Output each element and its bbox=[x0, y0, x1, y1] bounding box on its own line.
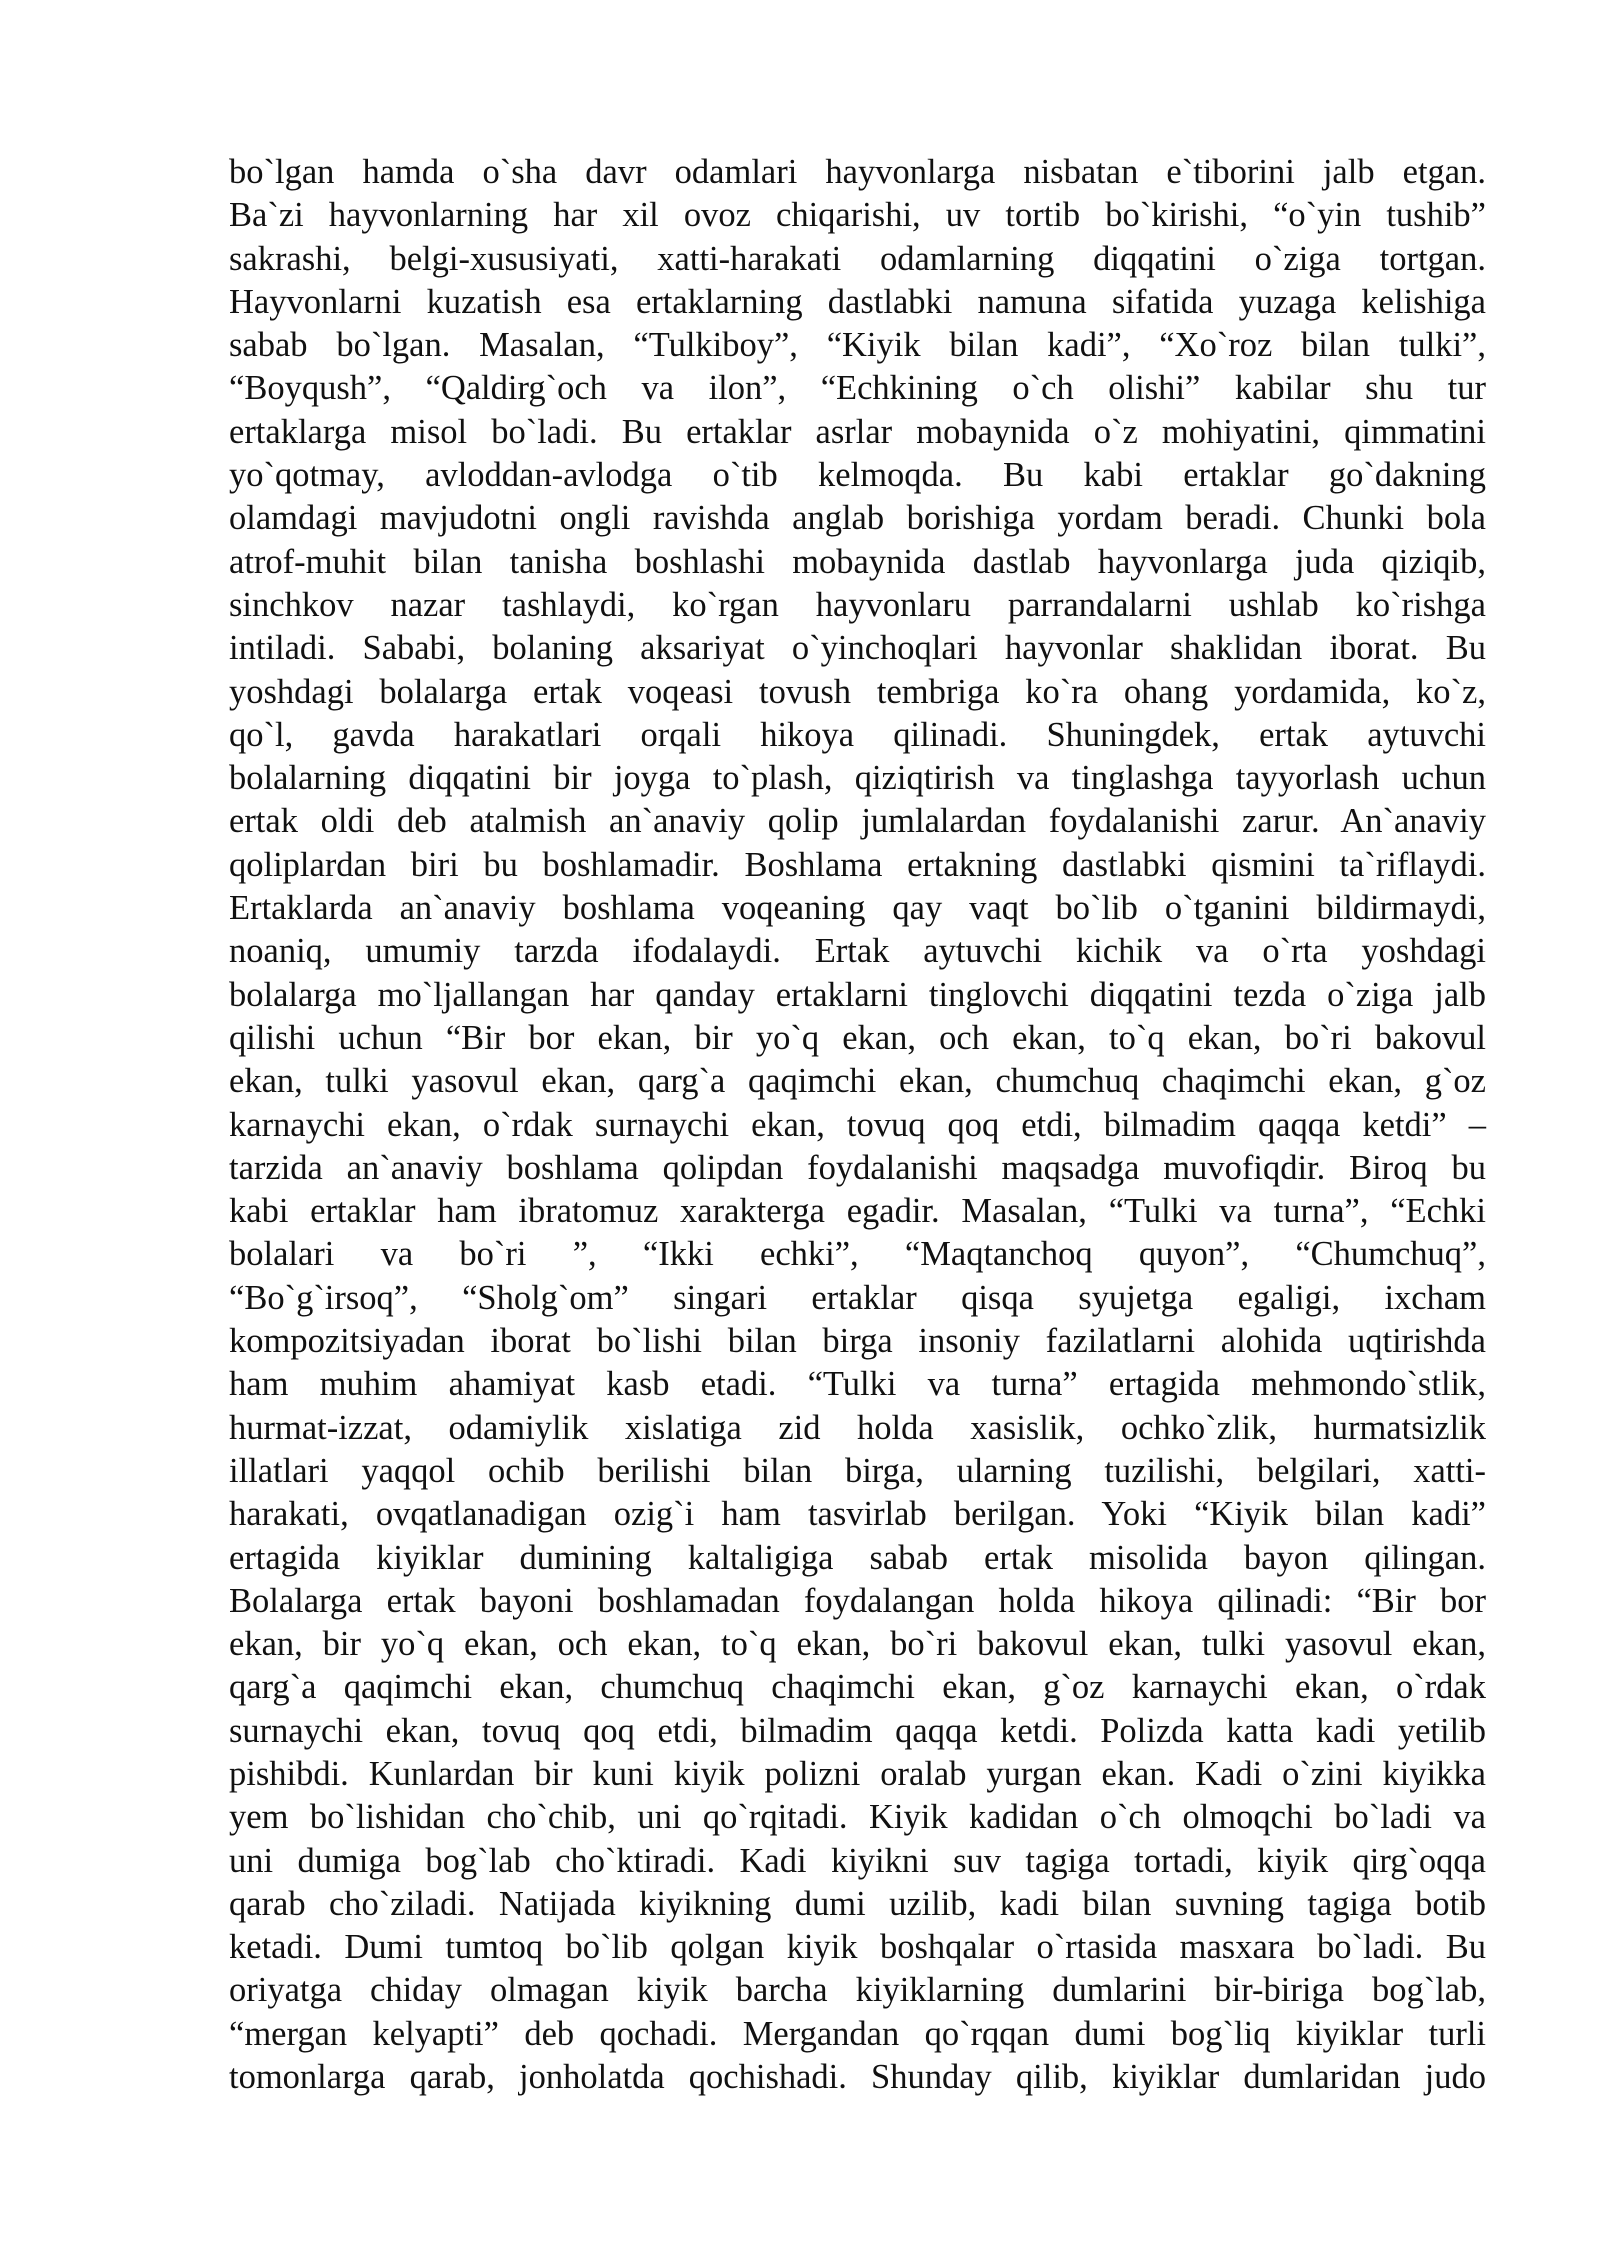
text-line: illatlari yaqqol ochib berilishi bilan birga, ularning tuzilishi, belgilari, xatti- bbox=[229, 1451, 1486, 1490]
text-line: noaniq, umumiy tarzda ifodalaydi. Ertak aytuvchi kichik va o`rta yoshdagi bbox=[229, 932, 1486, 971]
text-line: ekan, bir yo`q ekan, och ekan, to`q ekan, bo`ri bakovul ekan, tulki yasovul ekan, bbox=[229, 1625, 1486, 1664]
text-line: ekan, tulki yasovul ekan, qarg`a qaqimchi ekan, chumchuq chaqimchi ekan, g`oz bbox=[229, 1062, 1486, 1101]
text-line: “Bo`g`irsoq”, “Sholg`om” singari ertaklar qisqa syujetga egaligi, ixcham bbox=[229, 1278, 1486, 1317]
text-line: uni dumiga bog`lab cho`ktiradi. Kadi kiyikni suv tagiga tortadi, kiyik qirg`oqqa bbox=[229, 1841, 1486, 1880]
text-line: qilishi uchun “Bir bor ekan, bir yo`q ekan, och ekan, to`q ekan, bo`ri bakovul bbox=[229, 1018, 1486, 1057]
text-line: yo`qotmay, avloddan-avlodga o`tib kelmoqda. Bu kabi ertaklar go`dakning bbox=[229, 456, 1486, 495]
text-line: harakati, ovqatlanadigan ozig`i ham tasvirlab berilgan. Yoki “Kiyik bilan kadi” bbox=[229, 1495, 1486, 1534]
text-line: karnaychi ekan, o`rdak surnaychi ekan, tovuq qoq etdi, bilmadim qaqqa ketdi” – bbox=[229, 1105, 1486, 1144]
text-line: ham muhim ahamiyat kasb etadi. “Tulki va turna” ertagida mehmondo`stlik, bbox=[229, 1365, 1486, 1404]
text-line: yoshdagi bolalarga ertak voqeasi tovush tembriga ko`ra ohang yordamida, ko`z, bbox=[229, 672, 1486, 711]
text-line: Hayvonlarni kuzatish esa ertaklarning dastlabki namuna sifatida yuzaga kelishiga bbox=[229, 282, 1486, 321]
text-line: olamdagi mavjudotni ongli ravishda anglab borishiga yordam beradi. Chunki bola bbox=[229, 499, 1486, 538]
text-line: ertagida kiyiklar dumining kaltaligiga sabab ertak misolida bayon qilingan. bbox=[229, 1538, 1486, 1577]
text-line: tarzida an`anaviy boshlama qolipdan foydalanishi maqsadga muvofiqdir. Biroq bu bbox=[229, 1148, 1486, 1187]
text-line: ketadi. Dumi tumtoq bo`lib qolgan kiyik boshqalar o`rtasida masxara bo`ladi. Bu bbox=[229, 1928, 1486, 1967]
text-line: hurmat-izzat, odamiylik xislatiga zid holda xasislik, ochko`zlik, hurmatsizlik bbox=[229, 1408, 1486, 1447]
text-line: kompozitsiyadan iborat bo`lishi bilan birga insoniy fazilatlarni alohida uqtirishda bbox=[229, 1322, 1486, 1361]
text-line: atrof-muhit bilan tanisha boshlashi mobaynida dastlab hayvonlarga juda qiziqib, bbox=[229, 542, 1486, 581]
text-line: bolalarning diqqatini bir joyga to`plash, qiziqtirish va tinglashga tayyorlash uchun bbox=[229, 759, 1486, 798]
text-line: intiladi. Sababi, bolaning aksariyat o`yinchoqlari hayvonlar shaklidan iborat. Bu bbox=[229, 629, 1486, 668]
text-line: qarg`a qaqimchi ekan, chumchuq chaqimchi ekan, g`oz karnaychi ekan, o`rdak bbox=[229, 1668, 1486, 1707]
text-line: oriyatga chiday olmagan kiyik barcha kiyiklarning dumlarini bir-biriga bog`lab, bbox=[229, 1971, 1486, 2010]
text-line: kabi ertaklar ham ibratomuz xarakterga egadir. Masalan, “Tulki va turna”, “Echki bbox=[229, 1192, 1486, 1231]
text-line: ertak oldi deb atalmish an`anaviy qolip jumlalardan foydalanishi zarur. An`anaviy bbox=[229, 802, 1486, 841]
text-line: sakrashi, belgi-xususiyati, xatti-harakati odamlarning diqqatini o`ziga tortgan. bbox=[229, 239, 1486, 278]
text-line: sinchkov nazar tashlaydi, ko`rgan hayvonlaru parrandalarni ushlab ko`rishga bbox=[229, 585, 1486, 624]
text-line: pishibdi. Kunlardan bir kuni kiyik polizni oralab yurgan ekan. Kadi o`zini kiyikka bbox=[229, 1754, 1486, 1793]
text-line: yem bo`lishidan cho`chib, uni qo`rqitadi. Kiyik kadidan o`ch olmoqchi bo`ladi va bbox=[229, 1798, 1486, 1837]
body-text bbox=[229, 151, 1486, 2099]
text-line: Ba`zi hayvonlarning har xil ovoz chiqarishi, uv tortib bo`kirishi, “o`yin tushib” bbox=[229, 196, 1486, 235]
text-line: “mergan kelyapti” deb qochadi. Mergandan qo`rqqan dumi bog`liq kiyiklar turli bbox=[229, 2014, 1486, 2053]
text-line: Bolalarga ertak bayoni boshlamadan foydalangan holda hikoya qilinadi: “Bir bor bbox=[229, 1581, 1486, 1620]
text-line: bo`lgan hamda o`sha davr odamlari hayvonlarga nisbatan e`tiborini jalb etgan. bbox=[229, 153, 1486, 191]
text-line: qoliplardan biri bu boshlamadir. Boshlama ertakning dastlabki qismini ta`riflaydi. bbox=[229, 845, 1486, 884]
text-line: Ertaklarda an`anaviy boshlama voqeaning qay vaqt bo`lib o`tganini bildirmaydi, bbox=[229, 889, 1486, 928]
text-line: bolalari va bo`ri ”, “Ikki echki”, “Maqtanchoq quyon”, “Chumchuq”, bbox=[229, 1235, 1486, 1274]
text-line: bolalarga mo`ljallangan har qanday ertaklarni tinglovchi diqqatini tezda o`ziga jalb bbox=[229, 975, 1486, 1014]
text-line: surnaychi ekan, tovuq qoq etdi, bilmadim qaqqa ketdi. Polizda katta kadi yetilib bbox=[229, 1711, 1486, 1750]
text-line: sabab bo`lgan. Masalan, “Tulkiboy”, “Kiyik bilan kadi”, “Xo`roz bilan tulki”, bbox=[229, 326, 1486, 365]
text-line: qo`l, gavda harakatlari orqali hikoya qilinadi. Shuningdek, ertak aytuvchi bbox=[229, 715, 1486, 754]
text-line: qarab cho`ziladi. Natijada kiyikning dumi uzilib, kadi bilan suvning tagiga botib bbox=[229, 1884, 1486, 1923]
text-line: “Boyqush”, “Qaldirg`och va ilon”, “Echkining o`ch olishi” kabilar shu tur bbox=[229, 369, 1486, 408]
text-line: ertaklarga misol bo`ladi. Bu ertaklar asrlar mobaynida o`z mohiyatini, qimmatini bbox=[229, 412, 1486, 451]
text-line: tomonlarga qarab, jonholatda qochishadi. Shunday qilib, kiyiklar dumlaridan judo bbox=[229, 2058, 1486, 2097]
